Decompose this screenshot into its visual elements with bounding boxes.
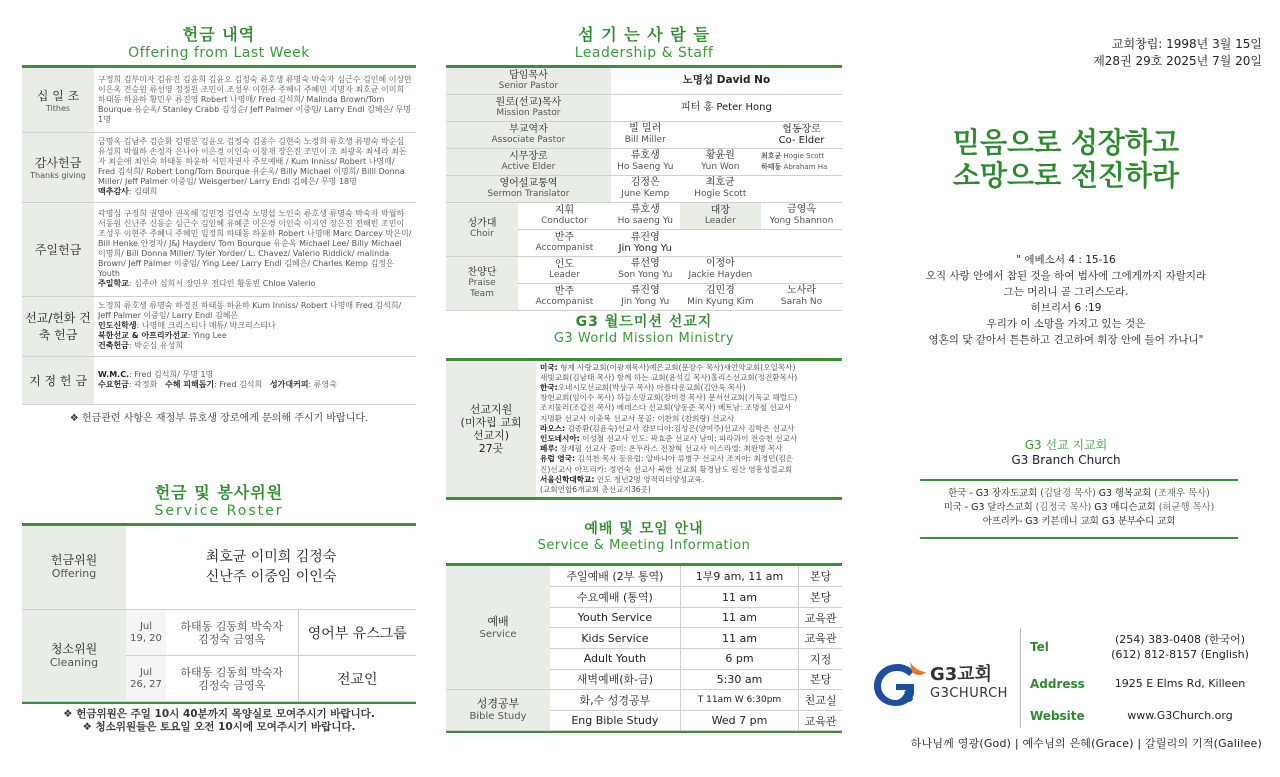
mission-line: (교회연합6개교회 총선교지36곳) [540,484,651,494]
phone-korean[interactable]: (254) 383-0408 (한국어) [1115,633,1245,646]
row-label: 지 정 헌 금 [29,373,87,388]
svg-text:3: 3 [903,687,915,706]
cleaning-group: 전교인 [298,656,416,702]
contact-block [870,624,1262,732]
offering-title-en: Offering from Last Week [128,45,310,61]
offering-title-ko: 헌금 내역 [182,25,256,44]
mission-line: 조지물러(조갑진 목사) 베데스다 선교회(양동준 목사) 베트남: 조명철 선교사 [540,403,792,413]
offering-names: 곽명심 구정희 권명아 권옥혜 김민경 김연숙 노명섭 노인숙 류호생 류명숙 박숙자 박월하 서동원 신난주 신동순 심근수 김인혜 유혜준 이은경 이인숙 이지연 장은진 전해빈 조민이 조성우 이현주 주혜니 주혜민 임정희 하태동 하윤하 Robert 나명매 Marc Darcey 박은미/ Bill Henke 안경자/ J&J Hayden/ Tom Bourque 유순옥 Michael Lee/ Billy Michael 이명희/ Bill Donna Miller/ Tyler Yorder/ L. Chavez/ Valerio Riddick/ malinda Brown/ Jeff Palmer 이중임/ Ying Lee/ Larry Endl 김혜은/ Charles Kemp 김정은 Youth [98,209,412,278]
contact-tel: Tel (254) 383-0408 (한국어) (612) 812-8157 (English) [1030,632,1262,662]
row-label-en: Thanks giving [30,171,86,180]
leadership-table: 담임목사 Senior Pastor 노명섭 David No 원로(선교)목사 Mission Pastor 피터 홍 Peter Hong 부교역자 Associate Pastor 빌 밀러 Bill Miller 협동장로 Co- Elder 시무장로 Active Elder 류호생 Ho Saeng Yu 황윤원 Yun Won 최호균 Hogie Scott 하태동 Abraham Ha 영어설교통역 Sermon Translator 김정은 June Kemp 최호균 Hogie Scott 성가대 Choir 지휘 Conductor 류호생 Ho saeng Yu 대장 Leader 금영옥 Yong Shannon 반주 Accompanist 류진영 Jin Yong Yu 찬양단 Praise Team 인도 Leader 류선영 Son Yong Yu 이정아 Jackie Hayden 반주 Accompanist 류진영 Jin Yong Yu 김민경 Min Kyung Kim 노사라 Sarah No [446,68,842,311]
extra-label: 주일학교 [98,279,129,288]
services-table [446,566,842,731]
service-row: Kids Service 11 am 교육관 [446,628,842,649]
church-info-column [870,0,1262,750]
roster-table [22,526,416,703]
roster-title-en: Service Roster [154,502,284,519]
services-title [446,518,842,553]
roster-notes: ❖ 헌금위원은 주일 10시 40분까지 목양실로 모여주시기 바랍니다. ❖ 청소위원들은 토요일 오전 10시에 모여주시기 바랍니다. [63,708,375,733]
verse-line: 그는 머리니 곧 그리스도라. [1003,286,1129,298]
mission-line: 미국: 형제 사랑교회(이광재목사)예은교회(문장수 목사)새언약교회(오일목사) [540,362,796,372]
leadership-title [446,22,842,61]
verse-line: 영혼의 닻 같아서 튼튼하고 견고하여 휘장 안에 들어 가나니" [928,334,1204,346]
service-row: 예배 Service 주일예배 (2부 통역) 1부9 am, 11 am 본당 [446,566,842,587]
mission-line: 새빛교회(김남태 목사) 함께 하는 교회(윤석길 목사)홀리스선교회(정진환목사) [540,372,798,382]
offering-note: ❖ 헌금관련 사항은 재정부 류호생 장로에게 문의해 주시기 바랍니다. [69,412,369,424]
verse-line: " 에베소서 4 : 15-16 [1016,254,1116,266]
church-logo [870,658,1010,708]
services-title-en: Service & Meeting Information [537,538,751,554]
branch-title: G3 선교 지교회 G3 Branch Church [1011,438,1121,467]
offering-row-tithes [22,68,416,132]
offering-committee-line1: 최호균 이미희 김정숙 [205,549,337,566]
mission-line: 라오스: 김종환(김윤숙)선교사 캄보디아:김성은(양여주)선교사 김학은 선교사 [540,423,795,433]
mission-line: 인도네시아: 이성철 선교사 인도: 곽효준 선교사 남미: 파라과이 전승천 선교사 [540,433,798,443]
leadership-column [446,0,842,733]
address-value: 1925 E Elms Rd, Killeen [1114,677,1246,690]
verse-line: 오직 사랑 안에서 참된 것을 하여 범사에 그에게까지 자랄지라 [925,270,1207,282]
mission-line: 페루: 장재필 선교사 중미: 온두라스 전창혁 선교사 이스라엘: 최완병 목사 [540,444,783,454]
phone-english[interactable]: (612) 812-8157 (English) [1111,648,1249,661]
cleaning-group: 영어부 유스그룹 [298,610,416,656]
branch-line: 한국 - G3 장자도교회 (김달경 목사) G3 행복교회 (조재우 목사) [948,488,1210,499]
extra-value: : 심주아 심희서 장민우 전다빈 황동빈 Chloe Valerio [128,279,316,288]
founding-info [870,36,1262,70]
mission-line: 창현교회(임이수 목사) 하늘소망교회(장미경 목사) 문서선교회(기독교 해럴드) [540,393,798,403]
branch-line: 아프리카- G3 키븐데니 교회 G3 분부수디 교회 [982,516,1176,527]
extra-value: : 김태희 [128,187,158,196]
leadership-title-ko: 섬 기 는 사 람 들 [578,25,710,44]
mission-title [446,311,842,346]
branch-list [920,479,1238,539]
offering-table [22,68,416,405]
offering-row-sunday [22,202,416,296]
offering-names: 구정희 김부미자 김유진 김윤희 김윤오 김정숙 류호생 류명숙 박숙자 심근수 김인혜 이상만 이은옥 전승원 류선영 정정원 조민이 조성우 이현주 주혜니 주혜민 지명자 최호균 이미희 하태동 하윤하 황민우 류진영 Robert 나명매/ Fred 김석희/ Malinda Brown/Tom Bourque 유순옥/ Stanley Crabb 김성순/ Jeff Palmer 이중임/ Larry Endl 김혜은/ 무명 1명 [94,68,416,132]
verse-line: 우리가 이 소망을 가지고 있는 것은 [986,318,1146,330]
issue-number: 제28권 29호 2025년 7월 20일 [1093,54,1262,68]
service-row: 수요예배 (통역) 11 am 본당 [446,587,842,608]
footer-tagline: 하나님께 영광(God) | 예수님의 은혜(Grace) | 갈릴리의 기적(Galilee) [910,737,1262,750]
website-link[interactable]: www.G3Church.org [1127,709,1233,722]
roster-title [22,480,416,519]
leadership-title-en: Leadership & Staff [574,45,714,61]
contact-website: Website www.G3Church.org [1030,708,1262,723]
row-label: 선교/헌화 건축 헌금 [25,311,91,342]
mission-line: 한국:오네시모선교회(박상구 목사) 아름다운교회(김안옥 목사) [540,382,746,392]
row-label: 주일헌금 [34,242,82,257]
services-title-ko: 예배 및 모임 안내 [584,521,704,538]
roster-offering-row: 헌금위원 Offering 최호균 이미희 김정숙 신난주 이중임 이인숙 [22,526,416,610]
founded-date: 교회창립: 1998년 3월 15일 [1111,37,1262,51]
service-row: Adult Youth 6 pm 지정 [446,649,842,670]
mission-title-ko: G3 월드미션 선교지 [575,313,713,330]
mission-title-en: G3 World Mission Ministry [553,330,735,346]
offering-row-designated: 지 정 헌 금 W.M.C.: Fred 김석희/ 무명 1명 수요헌금: 곽정화 수해 피해돕기: Fred 김석희 성가대커피: 류영숙 [22,356,416,404]
roster-title-ko: 헌금 및 봉사위원 [154,482,284,502]
service-row: Eng Bible Study Wed 7 pm 교육관 [446,710,842,731]
offering-title [22,22,416,61]
roster-cleaning-row: Jul 26, 27 하태동 김동희 박숙자 김정숙 금영옥 전교인 [22,656,416,702]
offering-names: 금명옥 김남주 김순화 김명분 김윤오 김정숙 김종수 김현숙 노정희 류호생 류명숙 박순심 유성희 박월하 손정자 은나아 이은경 이인숙 이창재 장은진 조민이 조 최광옥 최세라 최돈자 최순애 최인숙 하태동 하윤하 서민자권사 주모예배 / Kum Inniss/ Robert 나명매/ Fred 김석희/ Robert Long/Tom Bourque 유순옥/ Billy Michael 이명희/ Billl Donna Miller/ Jeff Palmer 이중임/ Weisgerber/ Larry Endl 김혜은/ 무명 18명 [98,137,407,186]
branch-line: 미국 - G3 달라스교회 (김정국 목사) G3 매디슨교회 (허균행 목사) [943,502,1215,513]
contact-address: Address 1925 E Elms Rd, Killeen [1030,676,1262,691]
scripture-verse [870,252,1262,348]
extra-label: 맥추감사 [98,187,129,196]
service-row: 새벽예배(화-금) 5:30 am 본당 [446,669,842,690]
senior-pastor: 노명섭 David No [611,68,842,94]
service-row: Youth Service 11 am 교육관 [446,607,842,628]
g3-logo-icon [870,658,930,708]
mission-pastor: 피터 홍 Peter Hong [611,94,842,121]
verse-line: 히브리서 6 :19 [1030,302,1102,314]
church-motto: 믿음으로 성장하고 소망으로 전진하라 [952,126,1180,192]
mission-line: 유럽 영국: 김석천 목사 동유럽: 알바니아 류병구 선교사 조지아: 최경민(김은 [540,454,794,464]
offering-row-thanks [22,132,416,202]
mission-list [536,361,842,498]
mission-line: 진)선교사 아프리카: 정연숙 선교사 북한 선교회 황경남도 원산 영흥성결교회 [540,464,793,474]
offering-names: 노정희 류호생 류명숙 하경진 하태동 하윤하 Kum Inniss/ Robert 나명매 Fred 김석희/ Jeff Palmer 이중임/ Larry Endl 김혜은 [98,301,402,320]
mission-box: 선교지원 (미자립 교회 선교지) 27곳 미국: 형제 사랑교회(이광재목사)예은교회(문장수 목사)새언약교회(오일목사) 새빛교회(김남태 목사) 함께 하는 교회(윤석길 목사)홀리스선교회(정진환목사) 한국:오네시모선교회(박상구 목사) 아름다운교회(김안옥 목사) 창현교회(임이수 목사) 하늘소망교회(장미경 목사) 문서선교회(기독교 해럴드) 조지물러(조갑진 목사) 베데스다 선교회(양동준 목사) 베트남: 조명철 선교사 지명환 선교사 이충복 선교사 몽골: 이찬희 (찬희랑) 선교사 라오스: 김종환(김윤숙)선교사 캄보디아:김성은(양여주)선교사 김학은 선교사 인도네시아: 이성철 선교사 인도: 곽효준 선교사 남미: 파라과이 전승천 선교사 페루: 장재필 선교사 중미: 온두라스 전창혁 선교사 이스라엘: 최완병 목사 유럽 영국: 김석천 목사 동유럽: 알바니아 류병구 선교사 조지아: 최경민(김은 진)선교사 아프리카: 정연숙 선교사 북한 선교회 황경남도 원산 영흥성결교회 서울신학대학교: 인도 청년2명 영적리더양성교육. (교회연합6개교회 총선교지36곳) [446,358,842,501]
service-row: 성경공부 Bible Study 화,수 성경공부 T 11am W 6:30pm 친교실 [446,690,842,711]
offering-committee-line2: 신난주 이중임 이인숙 [205,569,337,586]
logo-text-ko: G3교회 [930,664,993,685]
extra-label: 인도신학생 [98,321,137,330]
logo-text-en: G3CHURCH [930,686,1008,701]
offering-column [22,0,416,734]
mission-line: 지명환 선교사 이충복 선교사 몽골: 이찬희 (찬희랑) 선교사 [540,413,735,423]
row-label: 감사헌금 [34,156,82,170]
row-label: 십 일 조 [36,88,80,103]
roster-cleaning-row: 청소위원 Cleaning Jul 19, 20 하태동 김동희 박숙자 김정숙 금영옥 영어부 유스그룹 [22,610,416,656]
row-label-en: Tithes [45,103,71,113]
offering-row-mission: 선교/헌화 건축 헌금 노정희 류호생 류명숙 하경진 하태동 하윤하 Kum Inniss/ Robert 나명매 Fred 김석희/ Jeff Palmer 이중임/ Larry Endl 김혜은 인도신학생: 나명매 크리스티나 매튜/ 박크리스티나 북한선교 & 아프리카선교: Ying Lee 건축헌금: 박순심 유성희 [22,296,416,356]
mission-line: 서울신학대학교: 인도 청년2명 영적리더양성교육. [540,474,705,484]
